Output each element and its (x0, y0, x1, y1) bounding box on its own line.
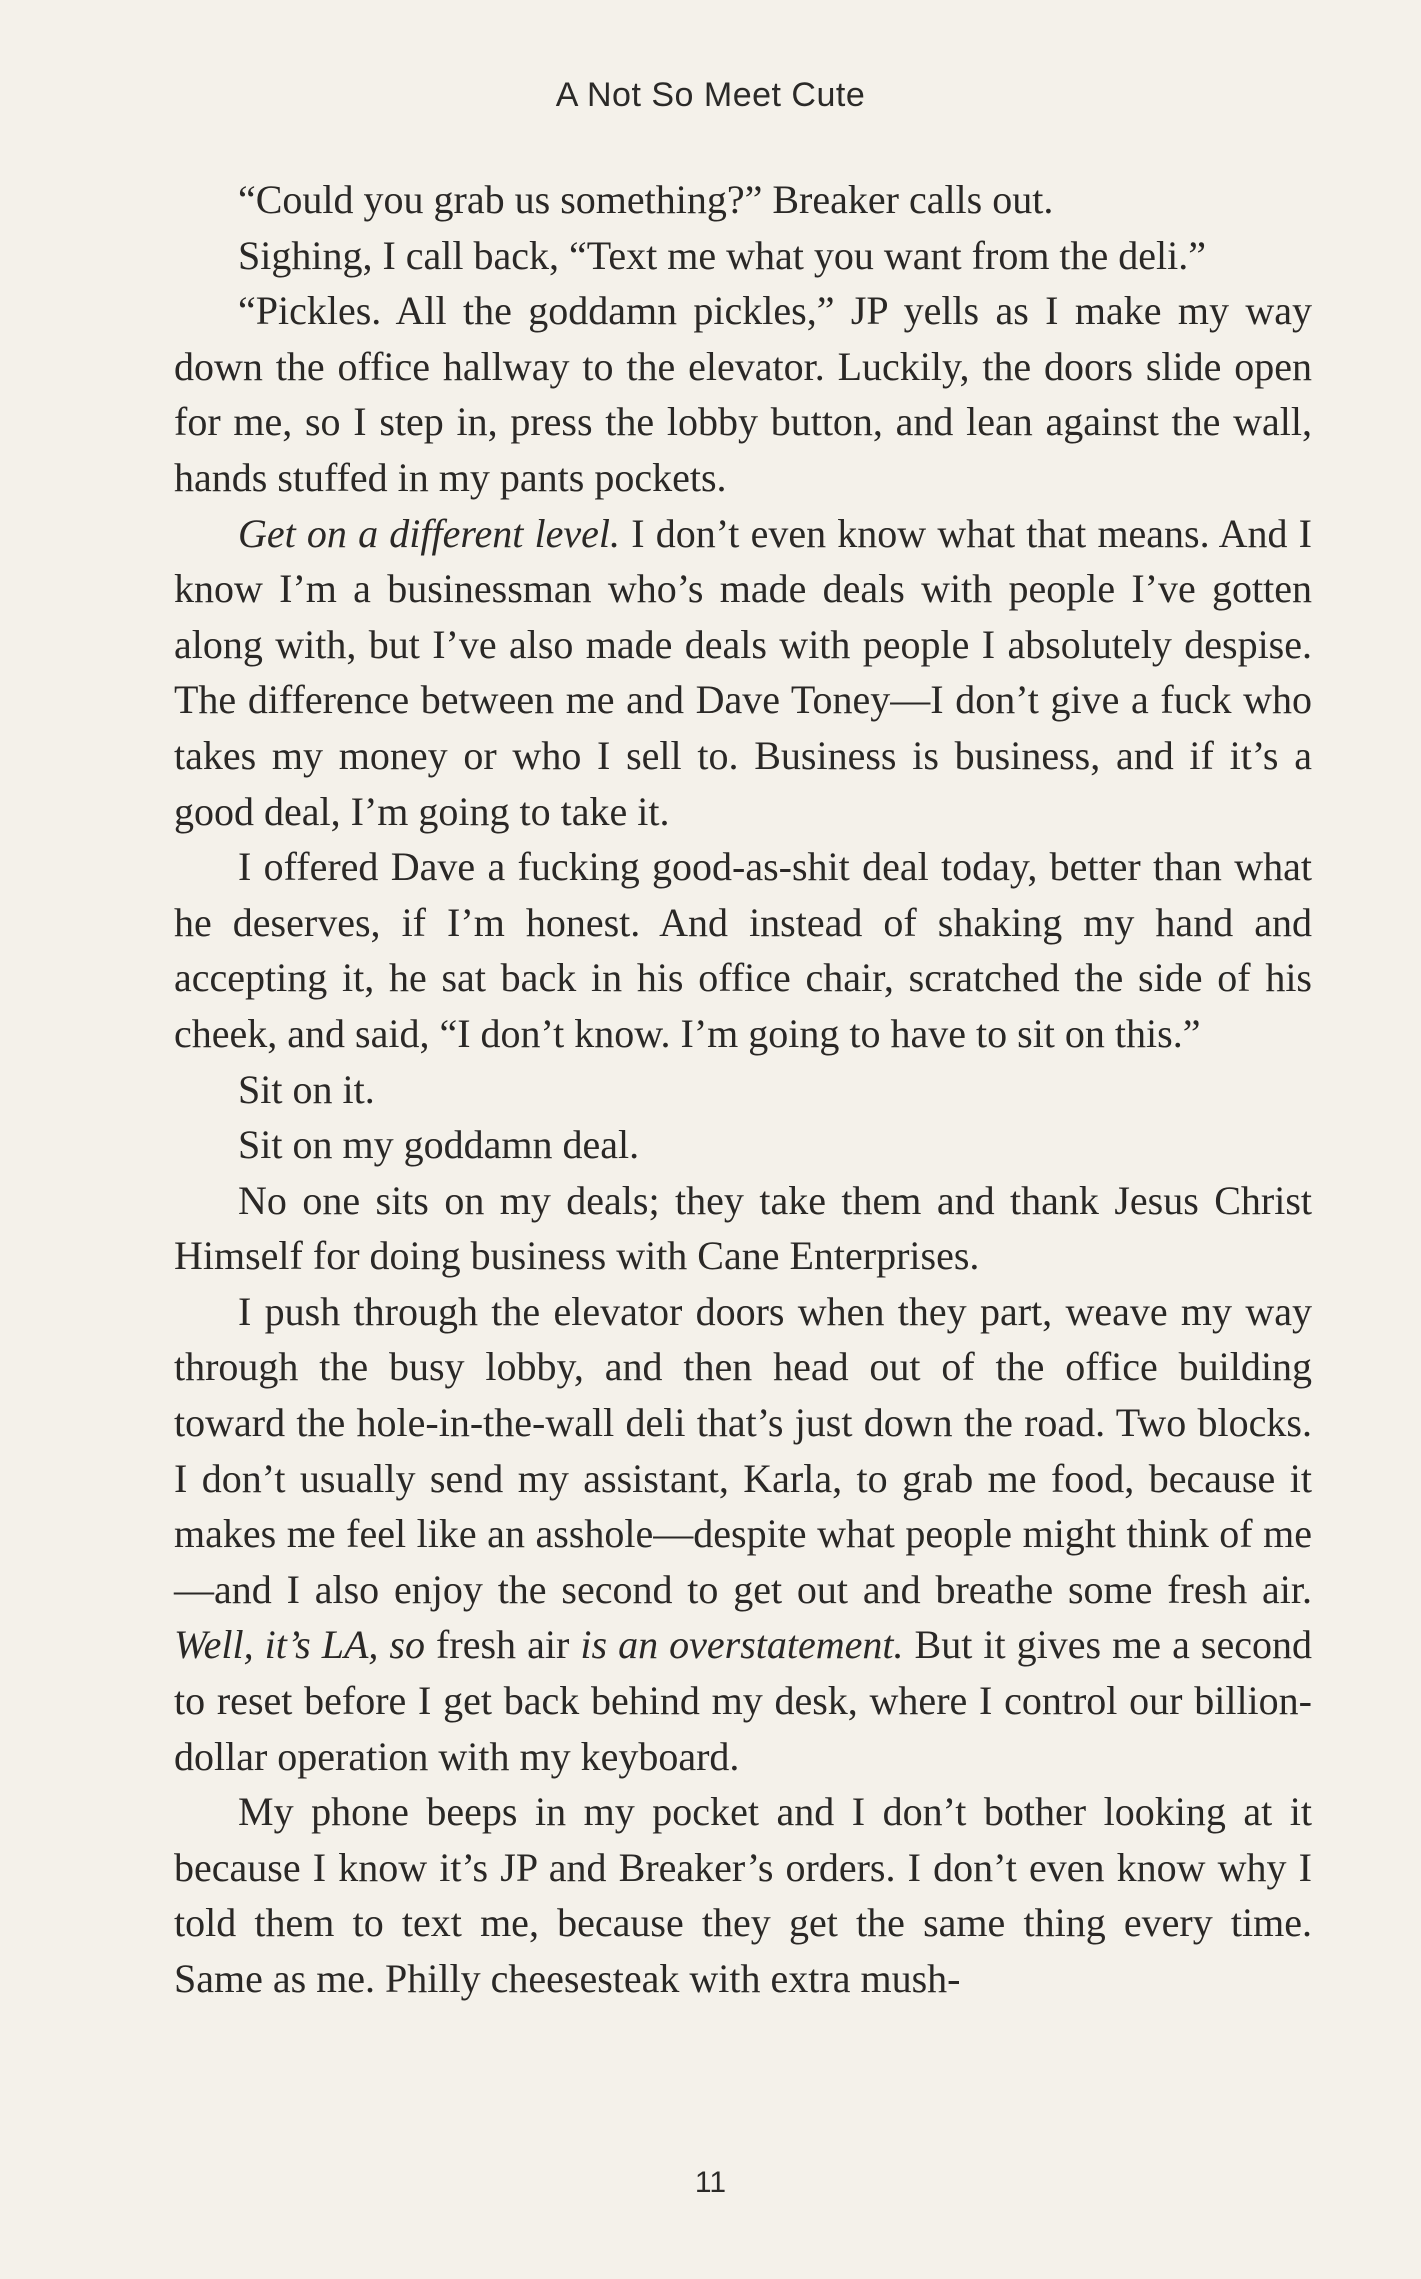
paragraph: Sighing, I call back, “Text me what you want from the deli.” (238, 232, 1207, 278)
paragraph (174, 1284, 1312, 1784)
italic-aside: Well, it’s LA, so (174, 1622, 425, 1668)
paragraph-text: But it gives me a second to reset before I get back behind my desk, where I control our billion-dollar operation with my keyboard. (174, 1622, 1312, 1779)
italic-aside: is an overstatement. (580, 1622, 904, 1668)
paragraph: “Pickles. All the goddamn pickles,” JP yells as I make my way down the office hallway to the elevator. Luckily, the doors slide open for me, so I step in, press the lobby button, and lean against the wall, hands stuffed in my pants pockets. (174, 288, 1312, 500)
paragraph-text: I don’t even know what that means. And I know I’m a businessman who’s made deals with people I’ve gotten along with, but I’ve also made deals with people I absolutely despise. The difference between me and Dave Toney—I don’t give a fuck who takes my money or who I sell to. Business is business, and if it’s a good deal, I’m going to take it. (174, 510, 1312, 834)
paragraph: “Could you grab us something?” Breaker calls out. (238, 177, 1054, 222)
paragraph: I offered Dave a fucking good-as-shit deal today, better than what he deserves, if I’m honest. And instead of shaking my hand and accepting it, he sat back in his office chair, scratched the side of his cheek, and said, “I don’t know. I’m going to have to sit on this.” (174, 844, 1312, 1056)
paragraph: Sit on it. (238, 1066, 375, 1112)
body-text (174, 172, 1312, 2007)
running-header: A Not So Meet Cute (555, 76, 866, 114)
paragraph: No one sits on my deals; they take them and thank Jesus Christ Himself for doing business with Cane Enterprises. (174, 1177, 1312, 1279)
italic-thought: Get on a different level. (238, 510, 621, 556)
page-number: 11 (694, 2166, 727, 2199)
paragraph: My phone beeps in my pocket and I don’t bother looking at it because I know it’s JP and Breaker’s orders. I don’t even know why I told them to text me, because they get the same thing every time. Same as me. Philly cheesesteak with extra mush- (174, 1789, 1312, 2001)
paragraph: Sit on my goddamn deal. (238, 1122, 640, 1168)
paragraph (174, 506, 1312, 840)
paragraph-text: fresh air (425, 1622, 581, 1668)
paragraph-text: I push through the elevator doors when they part, weave my way through the busy lobby, and then head out of the office building toward the hole-in-the-wall deli that’s just down the road. Two blocks. I don’t usually send my assistant, Karla, to grab me food, because it makes me feel like an asshole—despite what people might think of me—and I also enjoy the second to get out and breathe some fresh air. (174, 1288, 1312, 1612)
